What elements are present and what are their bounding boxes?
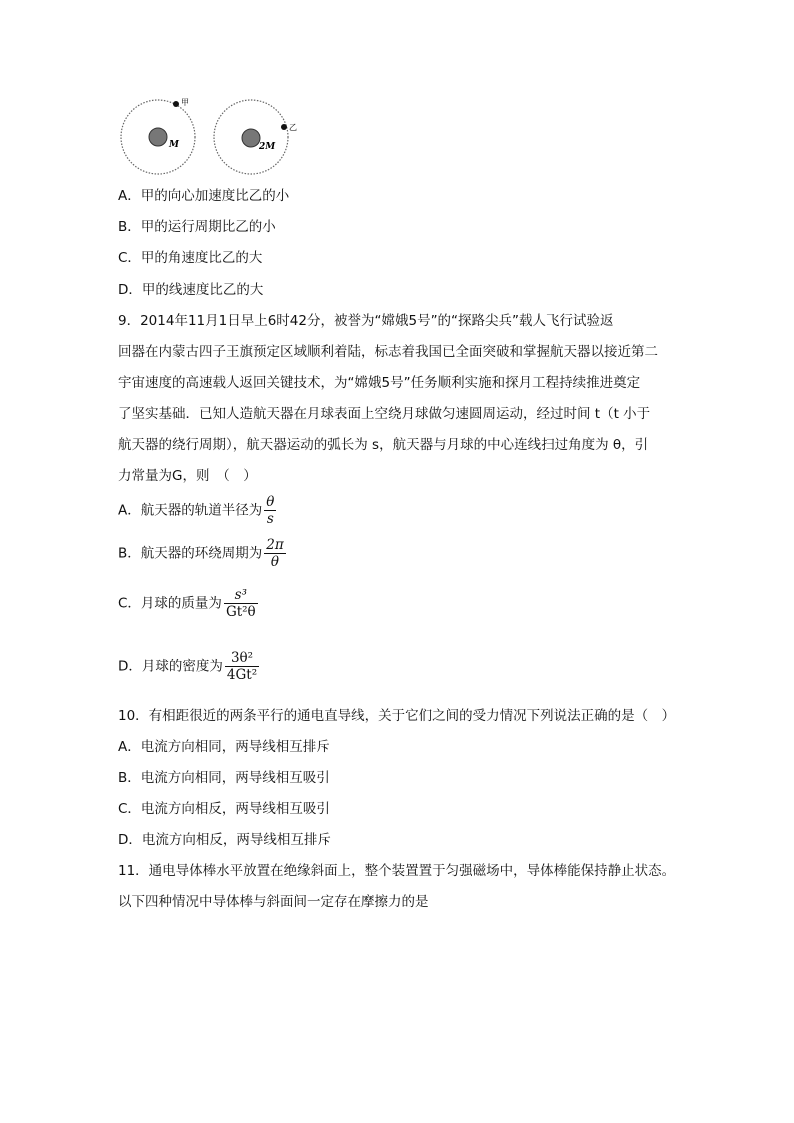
left-planet xyxy=(149,128,167,146)
satellite-yi xyxy=(281,124,287,130)
q9-option-d-fraction xyxy=(225,650,259,683)
right-planet-label: 2M xyxy=(259,142,276,152)
fraction-denominator: 4Gt² xyxy=(226,667,258,683)
q9-stem-line-1: 9．2014年11月1日早上6时42分，被誉为“嫦娥5号”的“探路尖兵”载人飞行试验返 xyxy=(118,313,614,329)
q9-option-c xyxy=(118,587,258,620)
q8-option-b: B．甲的运行周期比乙的小 xyxy=(118,219,276,235)
q8-option-d: D．甲的线速度比乙的大 xyxy=(118,282,264,298)
orbit-figure xyxy=(118,96,308,178)
q11-stem-line-1: 11．通电导体棒水平放置在绝缘斜面上，整个装置置于匀强磁场中，导体棒能保持静止状态。 xyxy=(118,863,676,879)
q9-option-a-text: A．航天器的轨道半径为 xyxy=(118,502,263,519)
q10-option-d: D．电流方向相反，两导线相互排斥 xyxy=(118,832,331,848)
q8-option-c: C．甲的角速度比乙的大 xyxy=(118,250,263,266)
q10-option-b: B．电流方向相同，两导线相互吸引 xyxy=(118,770,330,786)
fraction-denominator: s xyxy=(266,511,274,527)
satellite-jia xyxy=(173,101,179,107)
q11-stem-line-2: 以下四种情况中导体棒与斜面间一定存在摩擦力的是 xyxy=(118,894,429,910)
q9-option-a-fraction xyxy=(264,494,276,527)
q9-stem-line-3: 宇宙速度的高速载人返回关键技术，为“嫦娥5号”任务顺利实施和探月工程持续推进奠定 xyxy=(118,375,641,391)
fraction-numerator: 3θ² xyxy=(225,650,259,667)
fraction-denominator: Gt²θ xyxy=(225,604,256,620)
right-planet xyxy=(242,129,260,147)
left-planet-label: M xyxy=(169,140,179,150)
q9-stem-line-2: 回器在内蒙古四子王旗预定区域顺利着陆，标志着我国已全面突破和掌握航天器以接近第二 xyxy=(118,344,658,360)
q9-stem-line-5: 航天器的绕行周期），航天器运动的弧长为 s，航天器与月球的中心连线扫过角度为 θ，引 xyxy=(118,437,649,453)
q9-option-c-text: C．月球的质量为 xyxy=(118,595,222,612)
q10-option-a: A．电流方向相同，两导线相互排斥 xyxy=(118,739,330,755)
q9-option-a xyxy=(118,494,276,527)
fraction-numerator: s³ xyxy=(224,587,258,604)
fraction-denominator: θ xyxy=(270,554,280,570)
q9-stem-line-4: 了坚实基础．已知人造航天器在月球表面上空绕月球做匀速圆周运动，经过时间 t（t 小于 xyxy=(118,406,651,422)
q9-option-d xyxy=(118,650,259,683)
q10-stem: 10．有相距很近的两条平行的通电直导线，关于它们之间的受力情况下列说法正确的是（ ） xyxy=(118,708,676,724)
satellite-yi-label: 乙 xyxy=(289,123,297,132)
q8-option-a: A．甲的向心加速度比乙的小 xyxy=(118,188,290,204)
q9-option-d-text: D．月球的密度为 xyxy=(118,658,223,675)
fraction-numerator: 2π xyxy=(266,537,284,553)
q10-option-c: C．电流方向相反，两导线相互吸引 xyxy=(118,801,330,817)
q9-option-b xyxy=(118,537,286,570)
satellite-jia-label: 甲 xyxy=(181,98,189,107)
fraction-numerator: θ xyxy=(266,494,275,510)
q9-option-b-fraction xyxy=(264,537,285,570)
q9-option-b-text: B．航天器的环绕周期为 xyxy=(118,545,263,562)
q9-option-c-fraction xyxy=(224,587,258,620)
q9-stem-line-6: 力常量为G，则 （ ） xyxy=(118,468,257,484)
